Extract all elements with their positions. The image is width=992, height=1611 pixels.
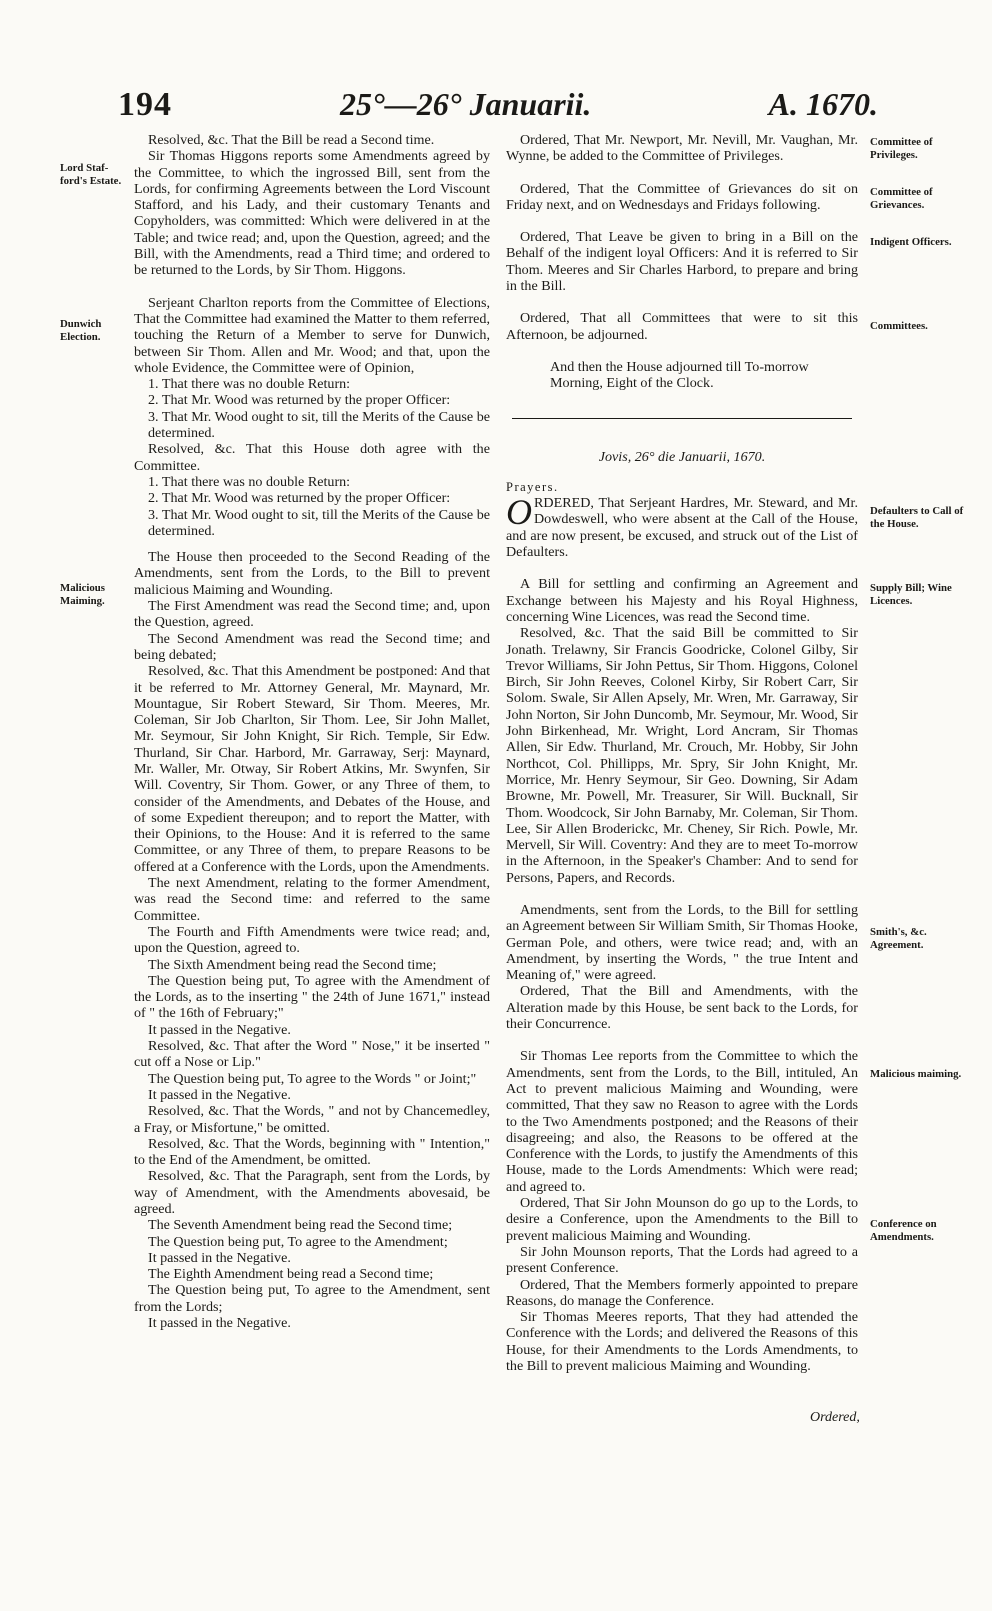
day-heading: Jovis, 26° die Januarii, 1670. bbox=[598, 448, 766, 465]
margin-note-malicious-maiming: Malicious Maiming. bbox=[60, 582, 105, 607]
paragraph: Resolved, &c. That the Paragraph, sent from the Lords, by way of Amendment, with the Amendments abovesaid, be agreed. bbox=[134, 1168, 490, 1217]
paragraph: Resolved, &c. That this House doth agree with the Committee. bbox=[134, 441, 490, 474]
paragraph: Ordered, That the Bill and Amendments, with the Alteration made by this House, be sent back to the Lords, for their Concurrence. bbox=[506, 983, 858, 1033]
paragraph: Ordered, That all Committees that were to sit this Afternoon, be adjourned. bbox=[506, 310, 858, 343]
adjournment-note: And then the House adjourned till To-morrow Morning, Eight of the Clock. bbox=[550, 358, 809, 392]
margin-note-lord-staffords-estate: Lord Staf-ford's Estate. bbox=[60, 162, 122, 187]
paragraph bbox=[506, 492, 858, 561]
margin-note-indigent-officers: Indigent Officers. bbox=[870, 236, 952, 248]
section-divider bbox=[512, 418, 852, 419]
page-year: A. 1670. bbox=[768, 86, 878, 122]
list-item: 3. That Mr. Wood ought to sit, till the Merits of the Cause be determined. bbox=[148, 506, 490, 539]
paragraph: Resolved, &c. That after the Word " Nose," it be inserted " cut off a Nose or Lip." bbox=[134, 1038, 490, 1071]
paragraph: Ordered, That Sir John Mounson do go up to the Lords, to desire a Conference, upon the Amendments to the Bill to prevent malicious Maiming and Wounding. bbox=[506, 1195, 858, 1244]
list-item: 1. That there was no double Return: bbox=[148, 376, 351, 393]
paragraph: Resolved, &c. That this Amendment be postponed: And that it be referred to Mr. Attorney General, Mr. Maynard, Mr. Mountague, Sir Robert Steward, Sir Thom. Meeres, Mr. Coleman, Sir Job Charlton, Sir Thom. Lee, Sir John Mallet, Mr. Seymour, Sir John Knight, Sir Rich. Temple, Sir Edw. Thurland, Sir Char. Harbord, Mr. Garraway, Serj: Maynard, Mr. Waller, Mr. Otway, Sir Robert Atkins, Mr. Swynfen, Sir Will. Coventry, Sir Thom. Gower, or any Three of them, to consider of the Amendments, and Debates of the House, and of some Expedient thereupon; and to report the Matter, with their Opinions, to the House: And it is referred to the same Committee, or any Three of them, to prepare Reasons to be offered at a Conference with the Lords, upon the Amendments. bbox=[134, 663, 490, 875]
list-item: 2. That Mr. Wood was returned by the proper Officer: bbox=[148, 392, 451, 409]
prayers-label: Prayers. bbox=[506, 479, 559, 494]
paragraph: The Eighth Amendment being read a Second time; bbox=[148, 1266, 434, 1283]
paragraph: Serjeant Charlton reports from the Committee of Elections, That the Committee had examined the Matter to them referred, touching the Return of a Member to serve for Dunwich, between Sir Thom. Allen and Mr. Wood; and that, upon the whole Evidence, the Committee were of Opinion, bbox=[134, 294, 490, 376]
margin-note-committees: Committees. bbox=[870, 320, 928, 332]
paragraph: The Sixth Amendment being read the Second time; bbox=[148, 956, 437, 973]
paragraph: The Question being put, To agree to the Words " or Joint;" bbox=[148, 1070, 477, 1087]
paragraph: The Question being put, To agree with the Amendment of the Lords, as to the inserting " the 24th of June 1671," instead of " the 16th of February;" bbox=[134, 972, 490, 1022]
margin-note-committee-of-privileges: Committee of Privileges. bbox=[870, 136, 933, 161]
paragraph: Ordered, That the Members formerly appointed to prepare Reasons, do manage the Conference. bbox=[506, 1276, 858, 1309]
paragraph: The Question being put, To agree to the Amendment; bbox=[148, 1233, 448, 1250]
list-item: 2. That Mr. Wood was returned by the proper Officer: bbox=[148, 490, 451, 507]
page-header bbox=[118, 86, 878, 126]
paragraph: The First Amendment was read the Second time; and, upon the Question, agreed. bbox=[134, 598, 490, 631]
margin-note-smiths-agreement: Smith's, &c. Agreement. bbox=[870, 926, 927, 951]
paragraph: Resolved, &c. That the Words, beginning with " Intention," to the End of the Amendment, be omitted. bbox=[134, 1135, 490, 1169]
paragraph: Resolved, &c. That the Bill be read a Second time. bbox=[148, 132, 435, 148]
list-item: 1. That there was no double Return: bbox=[148, 473, 351, 490]
paragraph: It passed in the Negative. bbox=[148, 1086, 291, 1103]
paragraph: Resolved, &c. That the Words, " and not by Chancemedley, a Fray, or Misfortune," be omitted. bbox=[134, 1103, 490, 1136]
drop-cap: O bbox=[506, 492, 532, 533]
prayers-heading bbox=[506, 479, 858, 495]
right-column bbox=[506, 132, 858, 1374]
margin-note-malicious-maiming-right: Malicious maiming. bbox=[870, 1068, 962, 1080]
paragraph: Ordered, That the Committee of Grievances do sit on Friday next, and on Wednesdays and Fridays following. bbox=[506, 180, 858, 213]
paragraph: The Fourth and Fifth Amendments were twice read; and, upon the Question, agreed to. bbox=[134, 923, 490, 957]
paragraph: Ordered, That Leave be given to bring in a Bill on the Behalf of the indigent loyal Officers: And it is referred to Sir Thom. Meeres and Sir Charles Harbord, to prepare and bring in the Bill. bbox=[506, 229, 858, 295]
margin-note-dunwich-election: Dunwich Election. bbox=[60, 318, 102, 343]
paragraph: Sir John Mounson reports, That the Lords had agreed to a present Conference. bbox=[506, 1243, 858, 1277]
list-item: 3. That Mr. Wood ought to sit, till the Merits of the Cause be determined. bbox=[148, 408, 490, 442]
catchword: Ordered, bbox=[810, 1410, 860, 1425]
paragraph: A Bill for settling and confirming an Agreement and Exchange between his Majesty and his Royal Highness, concerning Wine Licences, was read the Second time. bbox=[506, 576, 858, 625]
paragraph-text: RDERED, That Serjeant Hardres, Mr. Steward, and Mr. Dowdeswell, who were absent at the Call of the House, and are now present, be excused, and struck out of the List of Defaulters. bbox=[506, 495, 858, 561]
paragraph: It passed in the Negative. bbox=[148, 1315, 291, 1332]
paragraph: Sir Thomas Meeres reports, That they had attended the Conference with the Lords; and delivered the Reasons of this House, for their Amendments to the Lords Amendments, to the Bill to prevent malicious Maiming and Wounding. bbox=[506, 1309, 858, 1374]
page-number: 194 bbox=[118, 86, 172, 123]
paragraph: Resolved, &c. That the said Bill be committed to Sir Jonath. Trelawny, Sir Francis Goodricke, Colonel Gilby, Sir Trevor Williams, Sir John Pettus, Sir Thom. Higgons, Colonel Birch, Sir John Reeves, Colonel Kirby, Sir Robert Carr, Sir Solom. Swale, Sir Allen Apsely, Mr. Wren, Mr. Garraway, Sir John Norton, Sir John Duncomb, Mr. Seymour, Mr. Wood, Sir John Birkenhead, Mr. Wright, Lord Ancram, Sir Thomas Allen, Sir Edw. Thurland, Mr. Crouch, Mr. Hobby, Sir John Northcot, Col. Phillipps, Mr. Spry, Sir John Knight, Mr. Morrice, Mr. Henry Seymour, Sir Geo. Downing, Sir Adam Browne, Mr. Powell, Mr. Treasurer, Sir Will. Bucknall, Sir Thom. Woodcock, Sir John Barnaby, Mr. Coleman, Sir Thom. Lee, Sir Allen Broderickc, Mr. Cheney, Sir Rich. Powle, Mr. Mervell, Sir Will. Coventry: And they are to meet To-morrow in the Afternoon, in the Speaker's Chamber: And to send for Persons, Papers, and Records. bbox=[506, 625, 858, 886]
paragraph: Ordered, That Mr. Newport, Mr. Nevill, Mr. Vaughan, Mr. Wynne, be added to the Committee of Privileges. bbox=[506, 132, 858, 165]
margin-note-defaulters: Defaulters to Call of the House. bbox=[870, 505, 964, 530]
left-column bbox=[134, 132, 490, 1331]
margin-note-conference: Conference on Amendments. bbox=[870, 1218, 937, 1243]
paragraph: Sir Thomas Higgons reports some Amendments agreed by the Committee, to which the ingrossed Bill, sent from the Lords, for confirming Agreements between the Lord Viscount Stafford, and his Lady, and their customary Tenants and Copyholders, was committed: Which were delivered in at the Table; and twice read; and, upon the Question, agreed; and the Bill, with the Amendments, read a Third time; and ordered to be returned to the Lords, by Sir Thom. Higgons. bbox=[134, 148, 490, 279]
margin-note-supply-bill: Supply Bill; Wine Licences. bbox=[870, 582, 952, 607]
paragraph: It passed in the Negative. bbox=[148, 1021, 291, 1038]
paragraph: The House then proceeded to the Second Reading of the Amendments, sent from the Lords, to the Bill to prevent malicious Maiming and Wounding. bbox=[134, 549, 490, 598]
paragraph: Sir Thomas Lee reports from the Committee to which the Amendments, sent from the Lords, to the Bill, intituled, An Act to prevent malicious Maiming and Wounding, were committed, That they saw no Reason to agree with the Lords to the Two Amendments postponed; and the Reasons of their disagreeing; and also, the Reasons to be offered at the Conference with the Lords, to justify the Amendments of this House, made to the Lords Amendments: Which were read; and agreed to. bbox=[506, 1048, 858, 1195]
paragraph: The Second Amendment was read the Second time; and being debated; bbox=[134, 630, 490, 663]
paragraph: Amendments, sent from the Lords, to the Bill for settling an Agreement between Sir William Smith, Sir Thomas Hooke, German Pole, and others, were twice read; and, with an Amendment, by inserting the Words, " the true Intent and Meaning of," were agreed. bbox=[506, 901, 858, 984]
paragraph: The Seventh Amendment being read the Second time; bbox=[148, 1217, 453, 1234]
paragraph: It passed in the Negative. bbox=[148, 1249, 291, 1266]
page-date: 25°—26° Januarii. bbox=[340, 86, 592, 122]
paragraph: The Question being put, To agree to the Amendment, sent from the Lords; bbox=[134, 1282, 490, 1315]
margin-note-committee-of-grievances: Committee of Grievances. bbox=[870, 186, 933, 211]
paragraph: The next Amendment, relating to the former Amendment, was read the Second time: and referred to the same Committee. bbox=[134, 875, 490, 924]
